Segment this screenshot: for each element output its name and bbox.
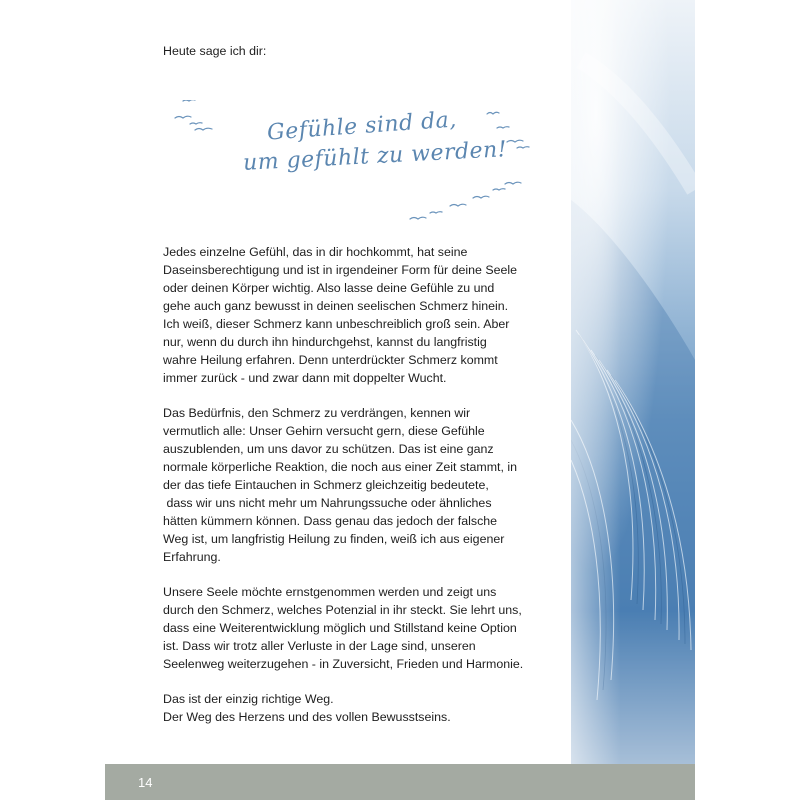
page-number: 14 <box>138 775 153 790</box>
quote-line-2: um gefühlt zu werden! <box>242 137 508 176</box>
text-line: gehe auch ganz bewusst in deinen seelischen Schmerz hinein. <box>163 299 509 313</box>
bird-icon <box>450 204 466 206</box>
bird-icon <box>183 100 195 101</box>
paragraph-1 <box>163 243 573 387</box>
text-line: oder deinen Körper wichtig. Also lasse deine Gefühle zu und <box>163 281 495 295</box>
text-line: wahre Heilung erfahren. Denn unterdrückter Schmerz kommt <box>163 353 498 367</box>
bird-icon <box>493 189 505 190</box>
bird-icon <box>507 140 523 142</box>
bird-icon <box>487 112 499 114</box>
bird-icon <box>505 182 521 184</box>
text-line: Daseinsberechtigung und ist in irgendeiner Form für deine Seele <box>163 263 518 277</box>
bird-icon <box>497 127 509 128</box>
text-line: auszublenden, um uns davor zu schützen. Das ist eine ganz <box>163 442 494 456</box>
quote-block <box>155 100 575 230</box>
bird-icon <box>517 147 529 148</box>
text-line: Das ist der einzig richtige Weg. <box>163 692 334 706</box>
greeting-heading <box>163 42 573 60</box>
bird-icon <box>473 196 489 198</box>
paragraph-2 <box>163 404 573 566</box>
text-line: ist. Dass wir trotz aller Verluste in der Lage sind, unseren <box>163 639 476 653</box>
feather-image <box>571 0 695 764</box>
bird-icon <box>195 128 212 130</box>
text-line: durch den Schmerz, welches Potenzial in ihr steckt. Sie lehrt uns, <box>163 603 522 617</box>
text-line: nur, wenn du durch ihn hindurchgehst, kannst du langfristig <box>163 335 487 349</box>
page-footer <box>105 764 695 800</box>
text-line: Jedes einzelne Gefühl, das in dir hochkommt, hat seine <box>163 245 468 259</box>
text-line: Unsere Seele möchte ernstgenommen werden und zeigt uns <box>163 585 497 599</box>
closing-paragraph <box>163 690 573 726</box>
greeting-text: Heute sage ich dir: <box>163 44 267 58</box>
bird-icon <box>190 123 202 124</box>
text-line: vermutlich alle: Unser Gehirn versucht gern, diese Gefühle <box>163 424 485 438</box>
bird-icon <box>175 116 191 118</box>
text-line: Das Bedürfnis, den Schmerz zu verdrängen, kennen wir <box>163 406 471 420</box>
text-line: immer zurück - und zwar dann mit doppelter Wucht. <box>163 371 447 385</box>
book-page <box>105 0 695 800</box>
text-line: der das tiefe Eintauchen in Schmerz gleichzeitig bedeutete, <box>163 478 489 492</box>
quote-line-1: Gefühle sind da, <box>266 107 458 146</box>
paragraph-3 <box>163 583 573 673</box>
text-line: Der Weg des Herzens und des vollen Bewusstseins. <box>163 710 451 724</box>
text-line: Erfahrung. <box>163 550 221 564</box>
text-line: Seelenweg weiterzugehen - in Zuversicht, Frieden und Harmonie. <box>163 657 524 671</box>
bird-icon <box>430 212 442 213</box>
text-line: dass eine Weiterentwicklung möglich und Stillstand keine Option <box>163 621 517 635</box>
text-line: dass wir uns nicht mehr um Nahrungssuche oder ähnliches <box>163 496 492 510</box>
text-line: hätten kümmern können. Dass genau das jedoch der falsche <box>163 514 498 528</box>
bird-icon <box>410 217 426 219</box>
text-line: Weg ist, um langfristig Heilung zu finden, weiß ich aus eigener <box>163 532 505 546</box>
text-line: normale körperliche Reaktion, die noch aus einer Zeit stammt, in <box>163 460 517 474</box>
text-line: Ich weiß, dieser Schmerz kann unbeschreiblich groß sein. Aber <box>163 317 510 331</box>
